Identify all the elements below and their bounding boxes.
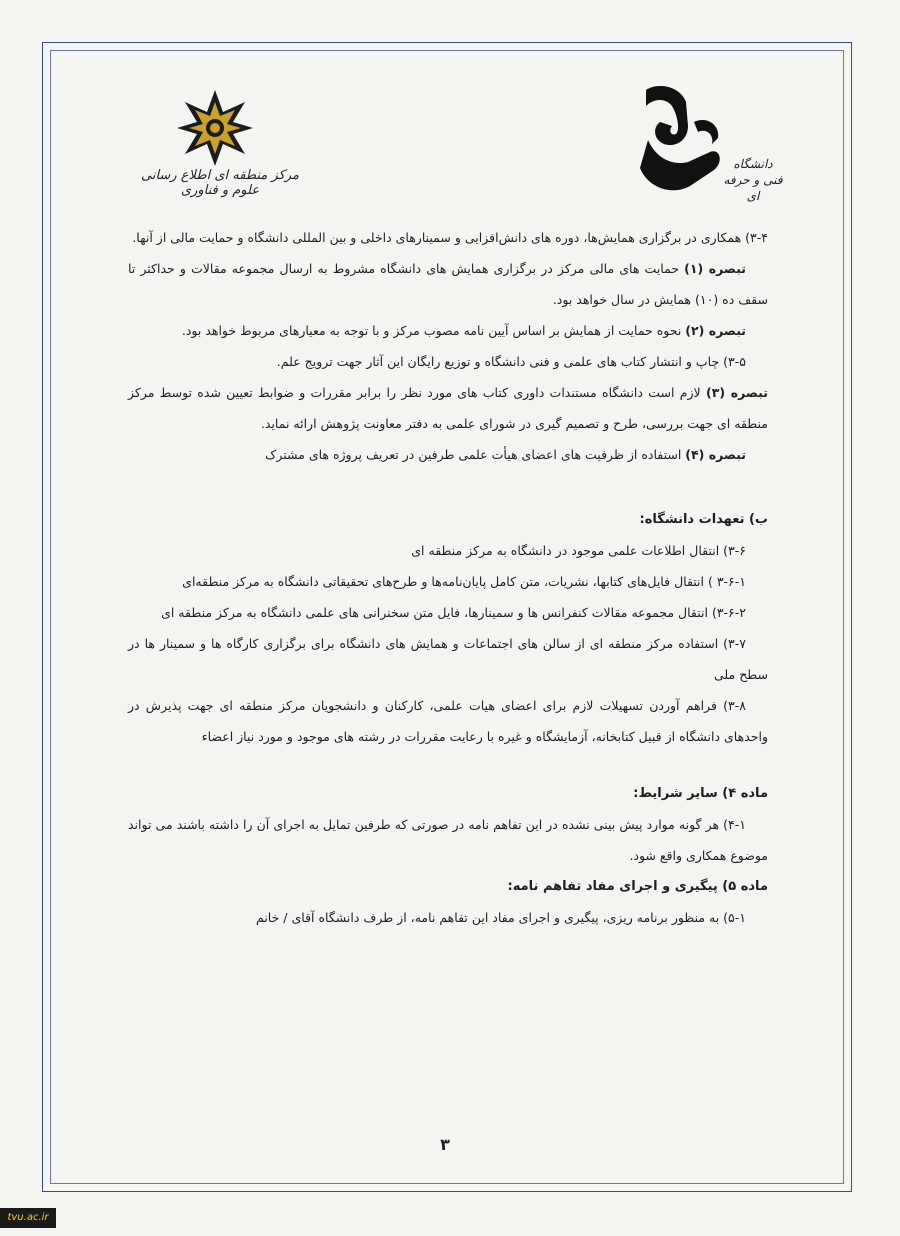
university-caption-line2: فنی و حرفه ای [723,173,783,203]
note-3-text: لازم است دانشگاه مستندات داوری کتاب های مورد نظر را برابر مقررات و ضوابط تعیین شده توسط مرکز منطقه ای جهت بررسی، طرح و تصمیم گیری در شورای علمی به دفتر معاونت پژوهش ارائه نماید. [128,385,768,431]
clause-3-4: ۳-۴) همکاری در برگزاری همایش‌ها، دوره‌ های دانش‌افزایی و سمینارهای داخلی و بین المللی دانشگاه و حمایت مالی از آنها. [132,230,768,245]
site-watermark: tvu.ac.ir [0,1208,56,1228]
note-1 [128,253,768,315]
regional-center-caption: مرکز منطقه ای اطلاع رسانی علوم و فناوری [141,168,299,198]
university-emblem-icon [628,82,728,212]
document-body [128,222,768,933]
clause-3-5: ۳-۵) چاپ و انتشار کتاب های علمی و فنی دانشگاه و توزیع رایگان این آثار جهت ترویج علم. [276,354,746,369]
clause-5-1: ۵-۱) به منظور برنامه ریزی، پیگیری و اجرای مفاد این تفاهم نامه، از طرف دانشگاه آقای / خانم [256,910,746,925]
university-caption-line1: دانشگاه [733,157,773,171]
clause-3-6: ۳-۶) انتقال اطلاعات علمی موجود در دانشگاه به مرکز منطقه ای [411,543,746,558]
clause-3-8: ۳-۸) فراهم آوردن تسهیلات لازم برای اعضای هیات علمی، کارکنان و دانشجویان مرکز منطقه ای جهت پذیرش در واحدهای دانشگاه از قبیل کتابخانه، آزمایشگاه و غیره با رعایت مقررات در رشته های موجود و مورد نیاز اعضاء [128,698,768,744]
article-5-heading: ماده ۵) پیگیری و اجرای مفاد تفاهم نامه: [507,879,768,894]
note-4-label: تبصره (۴) [685,447,746,462]
note-3 [128,377,768,439]
note-4-text: استفاده از ظرفیت های اعضای هیأت علمی طرفین در تعریف پروژه های مشترک [265,447,686,462]
note-1-text: حمایت های مالی مرکز در برگزاری همایش های دانشگاه مشروط به ارسال مجموعه مقالات و حداکثر تا سقف ده (۱۰) همایش در سال خواهد بود. [128,261,768,307]
clause-4-1: ۴-۱) هر گونه موارد پیش بینی نشده در این تفاهم نامه در صورتی که طرفین تمایل به اجرای آن را داشته باشند می تواند موضوع همکاری واقع شود. [128,817,768,863]
note-1-label: تبصره (۱) [684,261,746,276]
note-2 [128,315,768,346]
note-4 [128,439,768,470]
star-emblem-icon [175,88,255,168]
section-b-heading: ب) تعهدات دانشگاه: [639,512,768,527]
clause-3-7: ۳-۷) استفاده مرکز منطقه ای از سالن های اجتماعات و همایش های دانشگاه برای برگزاری کارگاه ها و سمینار ها در سطح ملی [128,636,768,682]
note-3-label: تبصره (۳) [705,385,768,400]
university-caption [718,156,788,204]
clause-3-6-2: ۳-۶-۲) انتقال مجموعه مقالات کنفرانس ها و سمینارها، فایل متن سخنرانی های علمی دانشگاه به مرکز منطقه ای [161,605,746,620]
clause-3-6-1: ۳-۶-۱ ) انتقال فایل‌های کتابها، نشریات، متن کامل پایان‌نامه‌ها و طرح‌های تحقیقاتی دانشگاه به مرکز منطقه‌ای [182,574,746,589]
regional-center-logo [135,88,305,208]
university-logo [628,82,788,212]
page-number: ۳ [440,1135,450,1154]
article-4-heading: ماده ۴) سایر شرایط: [633,786,768,801]
note-2-label: تبصره (۲) [685,323,746,338]
note-2-text: نحوه حمایت از همایش بر اساس آیین نامه مصوب مرکز و با توجه به معیارهای مربوط خواهد بود. [181,323,686,338]
